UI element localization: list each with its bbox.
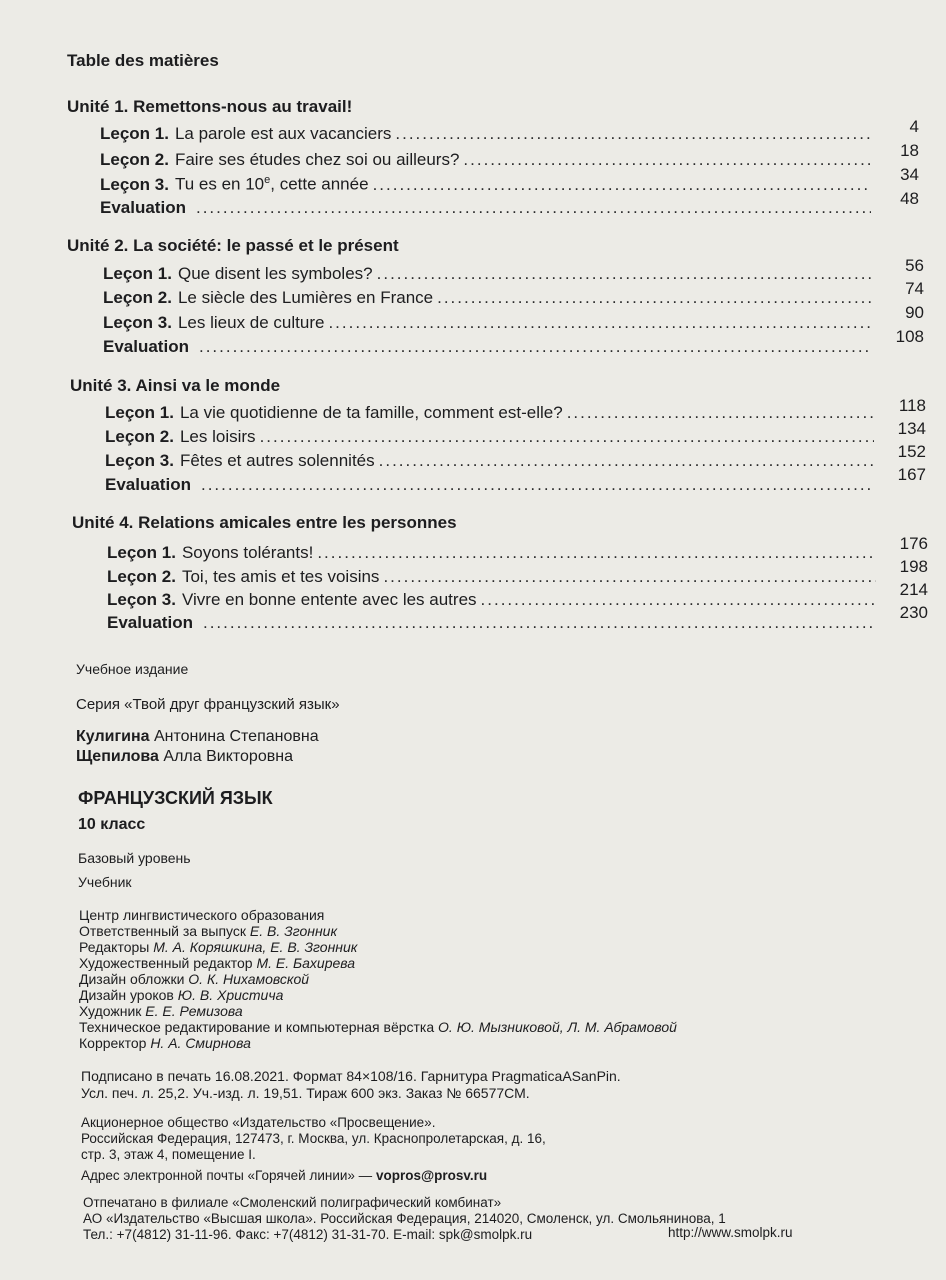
edition-type: Учебное издание bbox=[76, 661, 189, 677]
page-number: 108 bbox=[895, 327, 924, 346]
toc-entry[interactable] bbox=[105, 403, 878, 423]
publisher-line-3: стр. 3, этаж 4, помещение I. bbox=[81, 1147, 256, 1162]
toc-entry[interactable] bbox=[100, 150, 875, 170]
page-number: 48 bbox=[900, 189, 919, 208]
leader-dots bbox=[317, 543, 876, 563]
lesson-label: Leçon 2. bbox=[105, 427, 174, 446]
leader-dots bbox=[383, 567, 876, 587]
evaluation-label: Evaluation bbox=[107, 613, 193, 632]
page-number: 118 bbox=[898, 396, 926, 415]
author-given-name: Алла Викторовна bbox=[163, 748, 293, 765]
toc-entry[interactable] bbox=[107, 590, 880, 610]
lesson-title: Soyons tolérants! bbox=[181, 543, 314, 562]
leader-dots bbox=[199, 337, 871, 357]
credit-responsible: Ответственный за выпуск Е. В. Згонник bbox=[79, 923, 338, 939]
leader-dots bbox=[260, 427, 874, 447]
toc-entry[interactable] bbox=[100, 174, 875, 195]
page-number: 152 bbox=[897, 442, 926, 461]
page-number: 34 bbox=[900, 165, 919, 184]
leader-dots bbox=[395, 124, 871, 144]
lesson-label: Leçon 2. bbox=[107, 567, 176, 586]
leader-dots bbox=[201, 475, 874, 495]
lesson-title: La parole est aux vacanciers bbox=[174, 124, 392, 143]
leader-dots bbox=[328, 313, 871, 333]
toc-entry[interactable] bbox=[103, 337, 875, 357]
credit-editors: Редакторы М. А. Коряшкина, Е. В. Згонник bbox=[79, 939, 358, 955]
leader-dots bbox=[196, 198, 871, 218]
credit-artist: Художник Е. Е. Ремизова bbox=[79, 1003, 243, 1019]
printer-website[interactable]: http://www.smolpk.ru bbox=[668, 1225, 793, 1240]
unit-3-title: Unité 3. Ainsi va le monde bbox=[70, 376, 281, 395]
page-number: 214 bbox=[899, 580, 928, 599]
lesson-title: Que disent les symboles? bbox=[177, 264, 373, 283]
lesson-label: Leçon 3. bbox=[100, 174, 169, 194]
page-number: 167 bbox=[897, 465, 926, 484]
page-number: 198 bbox=[899, 557, 928, 576]
leader-dots bbox=[481, 590, 876, 610]
lesson-title: La vie quotidienne de ta famille, comment est-elle? bbox=[179, 403, 563, 422]
page-number: 176 bbox=[899, 534, 928, 553]
leader-dots bbox=[377, 264, 871, 284]
credit-proofreader: Корректор Н. А. Смирнова bbox=[79, 1035, 251, 1051]
author-surname: Щепилова bbox=[76, 748, 159, 765]
lesson-label: Leçon 1. bbox=[105, 403, 174, 422]
leader-dots bbox=[379, 451, 874, 471]
author-2 bbox=[76, 748, 293, 766]
lesson-label: Leçon 1. bbox=[100, 124, 169, 143]
print-specs-line-2: Усл. печ. л. 25,2. Уч.-изд. л. 19,51. Тираж 600 экз. Заказ № 66577СМ. bbox=[81, 1085, 530, 1101]
credit-tech-editing: Техническое редактирование и компьютерная вёрстка О. Ю. Мызниковой, Л. М. Абрамовой bbox=[79, 1019, 677, 1035]
level: Базовый уровень bbox=[78, 850, 191, 866]
toc-entry[interactable] bbox=[105, 475, 878, 495]
leader-dots bbox=[463, 150, 871, 170]
toc-entry[interactable] bbox=[105, 451, 878, 471]
publisher-line-2: Российская Федерация, 127473, г. Москва, ул. Краснопролетарская, д. 16, bbox=[81, 1131, 546, 1146]
page-number: 90 bbox=[905, 303, 924, 322]
toc-title: Table des matières bbox=[67, 51, 219, 70]
lesson-title: Vivre en bonne entente avec les autres bbox=[181, 590, 477, 609]
toc-entry[interactable] bbox=[103, 288, 875, 308]
book-kind: Учебник bbox=[78, 874, 132, 890]
page-number: 74 bbox=[905, 279, 924, 298]
author-1 bbox=[76, 728, 319, 746]
toc-entry[interactable] bbox=[100, 198, 875, 218]
toc-entry[interactable] bbox=[103, 313, 875, 333]
lesson-title: Les loisirs bbox=[179, 427, 256, 446]
toc-entry[interactable] bbox=[107, 543, 880, 563]
toc-entry[interactable] bbox=[107, 613, 880, 633]
page-number: 56 bbox=[905, 256, 924, 275]
series: Серия «Твой друг французский язык» bbox=[76, 696, 340, 713]
hotline-email: Адрес электронной почты «Горячей линии» — vopros@prosv.ru bbox=[81, 1168, 488, 1183]
grade: 10 класс bbox=[78, 816, 146, 833]
lesson-label: Leçon 2. bbox=[100, 150, 169, 169]
leader-dots bbox=[437, 288, 871, 308]
toc-entry[interactable] bbox=[107, 567, 880, 587]
lesson-title: Faire ses études chez soi ou ailleurs? bbox=[174, 150, 460, 169]
toc-entry[interactable] bbox=[103, 264, 875, 284]
unit-1-title: Unité 1. Remettons-nous au travail! bbox=[67, 97, 353, 116]
leader-dots bbox=[373, 175, 871, 195]
lesson-title: Fêtes et autres solennités bbox=[179, 451, 375, 470]
lesson-label: Leçon 2. bbox=[103, 288, 172, 307]
page-number: 134 bbox=[897, 419, 926, 438]
evaluation-label: Evaluation bbox=[100, 198, 186, 217]
book-title: ФРАНЦУЗСКИЙ ЯЗЫК bbox=[78, 788, 273, 808]
printer-line-1: Отпечатано в филиале «Смоленский полиграфический комбинат» bbox=[83, 1195, 502, 1210]
author-surname: Кулигина bbox=[76, 728, 150, 745]
lesson-title: Toi, tes amis et tes voisins bbox=[181, 567, 380, 586]
credit-art-editor: Художественный редактор М. Е. Бахирева bbox=[79, 955, 356, 971]
lesson-label: Leçon 3. bbox=[103, 313, 172, 332]
credit-lessons-design: Дизайн уроков Ю. В. Христича bbox=[79, 987, 284, 1003]
printer-line-2: АО «Издательство «Высшая школа». Российская Федерация, 214020, Смоленск, ул. Смольянинова, 1 bbox=[83, 1211, 726, 1226]
credit-cover-design: Дизайн обложки О. К. Нихамовской bbox=[79, 971, 310, 987]
lesson-label: Leçon 1. bbox=[103, 264, 172, 283]
page-number: 18 bbox=[900, 141, 919, 160]
center-name: Центр лингвистического образования bbox=[79, 907, 325, 923]
lesson-title: Le siècle des Lumières en France bbox=[177, 288, 434, 307]
page-number: 4 bbox=[909, 117, 919, 136]
lesson-title: Tu es en 10e, cette année bbox=[174, 174, 369, 194]
lesson-title: Les lieux de culture bbox=[177, 313, 325, 332]
email-link[interactable]: vopros@prosv.ru bbox=[375, 1168, 488, 1183]
leader-dots bbox=[567, 403, 874, 423]
leader-dots bbox=[203, 613, 876, 633]
lesson-label: Leçon 3. bbox=[105, 451, 174, 470]
unit-4-title: Unité 4. Relations amicales entre les personnes bbox=[72, 513, 457, 532]
page-number: 230 bbox=[899, 603, 928, 622]
unit-2-title: Unité 2. La société: le passé et le présent bbox=[67, 236, 399, 255]
publisher-line-1: Акционерное общество «Издательство «Просвещение». bbox=[81, 1115, 436, 1130]
toc-entry[interactable] bbox=[100, 124, 875, 144]
evaluation-label: Evaluation bbox=[103, 337, 189, 356]
lesson-label: Leçon 3. bbox=[107, 590, 176, 609]
author-given-name: Антонина Степановна bbox=[153, 728, 319, 745]
toc-entry[interactable] bbox=[105, 427, 878, 447]
evaluation-label: Evaluation bbox=[105, 475, 191, 494]
printer-line-3: Тел.: +7(4812) 31-11-96. Факс: +7(4812) 31-31-70. E-mail: spk@smolpk.ru bbox=[83, 1227, 533, 1242]
print-specs-line-1: Подписано в печать 16.08.2021. Формат 84×108/16. Гарнитура PragmaticaASanPin. bbox=[81, 1068, 621, 1084]
lesson-label: Leçon 1. bbox=[107, 543, 176, 562]
